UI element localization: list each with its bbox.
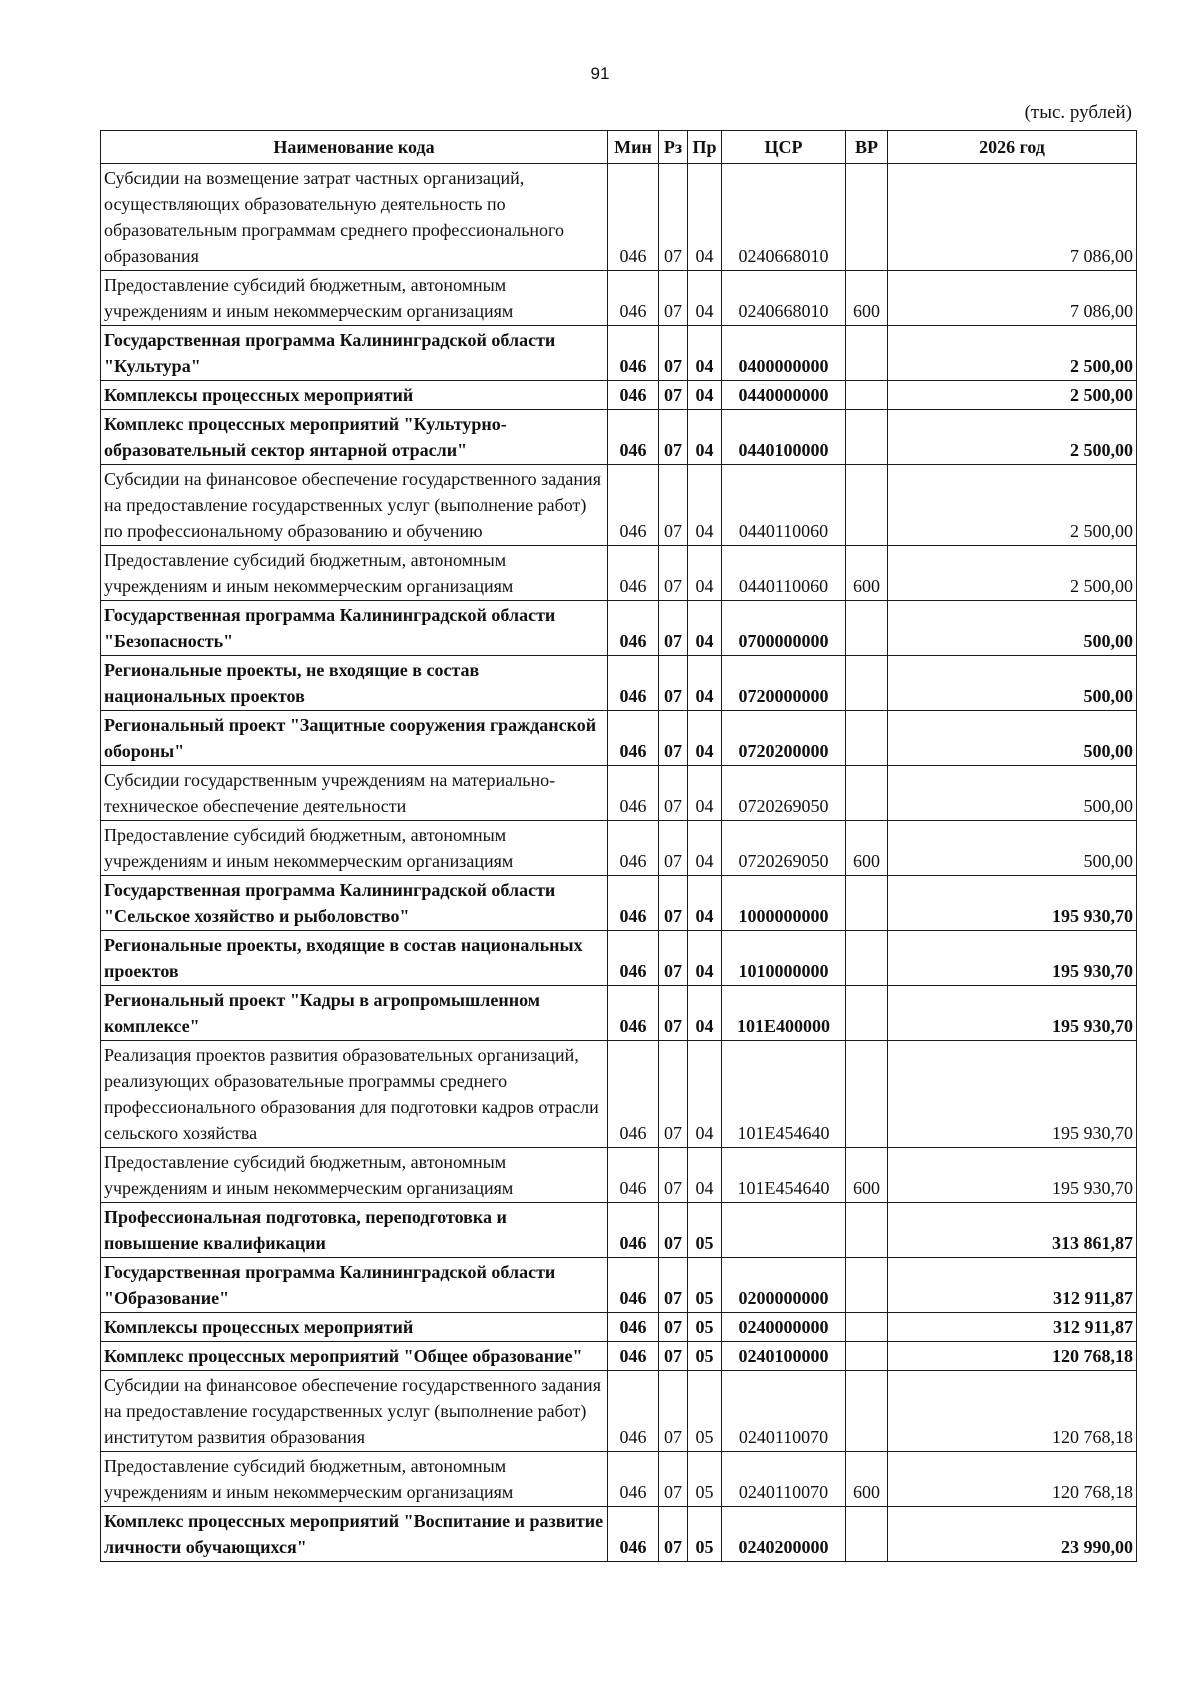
cell-amount: 195 930,70	[888, 1148, 1137, 1203]
cell-min: 046	[608, 711, 659, 766]
cell-amount: 120 768,18	[888, 1452, 1137, 1507]
table-row	[101, 1041, 1137, 1148]
table-row	[101, 410, 1137, 465]
cell-rz: 07	[659, 164, 688, 271]
cell-name: Профессиональная подготовка, переподготовка и повышение квалификации	[101, 1203, 608, 1258]
cell-name: Субсидии на возмещение затрат частных организаций, осуществляющих образовательную деятельность по образовательным программам среднего профессионального образования	[101, 164, 608, 271]
table-row	[101, 1148, 1137, 1203]
cell-name: Предоставление субсидий бюджетным, автономным учреждениям и иным некоммерческим организациям	[101, 271, 608, 326]
cell-amount: 500,00	[888, 821, 1137, 876]
cell-rz: 07	[659, 986, 688, 1041]
cell-rz: 07	[659, 876, 688, 931]
cell-pr: 04	[688, 931, 722, 986]
cell-csr: 0440000000	[722, 381, 846, 410]
cell-amount: 500,00	[888, 601, 1137, 656]
cell-amount: 2 500,00	[888, 465, 1137, 546]
table-header	[101, 131, 1137, 164]
cell-amount: 2 500,00	[888, 546, 1137, 601]
cell-vr	[846, 164, 888, 271]
table-row	[101, 1342, 1137, 1371]
cell-pr: 04	[688, 821, 722, 876]
cell-amount: 500,00	[888, 711, 1137, 766]
cell-min: 046	[608, 1452, 659, 1507]
header-min: Мин	[608, 131, 659, 164]
cell-rz: 07	[659, 326, 688, 381]
cell-amount: 120 768,18	[888, 1371, 1137, 1452]
cell-amount: 500,00	[888, 766, 1137, 821]
cell-min: 046	[608, 931, 659, 986]
cell-rz: 07	[659, 1148, 688, 1203]
cell-rz: 07	[659, 601, 688, 656]
cell-csr	[722, 1203, 846, 1258]
cell-pr: 04	[688, 711, 722, 766]
table-row	[101, 1452, 1137, 1507]
cell-pr: 04	[688, 326, 722, 381]
cell-name: Региональные проекты, не входящие в состав национальных проектов	[101, 656, 608, 711]
cell-min: 046	[608, 326, 659, 381]
cell-rz: 07	[659, 821, 688, 876]
table-row	[101, 164, 1137, 271]
table-row	[101, 1203, 1137, 1258]
cell-csr: 0240110070	[722, 1452, 846, 1507]
cell-csr: 0440110060	[722, 546, 846, 601]
cell-rz: 07	[659, 1452, 688, 1507]
table-row	[101, 656, 1137, 711]
cell-csr: 1000000000	[722, 876, 846, 931]
cell-amount: 2 500,00	[888, 410, 1137, 465]
cell-vr	[846, 381, 888, 410]
cell-rz: 07	[659, 1258, 688, 1313]
cell-pr: 05	[688, 1452, 722, 1507]
cell-amount: 195 930,70	[888, 876, 1137, 931]
cell-name: Государственная программа Калининградской области "Сельское хозяйство и рыболовство"	[101, 876, 608, 931]
cell-pr: 04	[688, 766, 722, 821]
header-csr: ЦСР	[722, 131, 846, 164]
cell-min: 046	[608, 986, 659, 1041]
cell-amount: 313 861,87	[888, 1203, 1137, 1258]
cell-rz: 07	[659, 546, 688, 601]
cell-name: Комплексы процессных мероприятий	[101, 381, 608, 410]
cell-min: 046	[608, 465, 659, 546]
cell-vr	[846, 1041, 888, 1148]
header-year: 2026 год	[888, 131, 1137, 164]
cell-csr: 0240110070	[722, 1371, 846, 1452]
cell-csr: 101Е400000	[722, 986, 846, 1041]
cell-rz: 07	[659, 656, 688, 711]
cell-vr	[846, 1342, 888, 1371]
cell-vr	[846, 656, 888, 711]
units-label: (тыс. рублей)	[1024, 102, 1132, 123]
cell-name: Предоставление субсидий бюджетным, автономным учреждениям и иным некоммерческим организациям	[101, 1452, 608, 1507]
cell-pr: 04	[688, 164, 722, 271]
cell-csr: 0720269050	[722, 766, 846, 821]
cell-name: Региональный проект "Кадры в агропромышленном комплексе"	[101, 986, 608, 1041]
cell-csr: 0240200000	[722, 1507, 846, 1562]
cell-vr: 600	[846, 1148, 888, 1203]
table-row	[101, 931, 1137, 986]
cell-name: Комплекс процессных мероприятий "Культурно-образовательный сектор янтарной отрасли"	[101, 410, 608, 465]
cell-rz: 07	[659, 465, 688, 546]
table-row	[101, 271, 1137, 326]
cell-pr: 04	[688, 601, 722, 656]
cell-pr: 05	[688, 1507, 722, 1562]
cell-min: 046	[608, 164, 659, 271]
cell-rz: 07	[659, 271, 688, 326]
cell-csr: 0240000000	[722, 1313, 846, 1342]
cell-rz: 07	[659, 381, 688, 410]
cell-csr: 0440110060	[722, 465, 846, 546]
cell-vr: 600	[846, 271, 888, 326]
cell-name: Субсидии государственным учреждениям на материально-техническое обеспечение деятельности	[101, 766, 608, 821]
cell-csr: 0240668010	[722, 164, 846, 271]
cell-min: 046	[608, 1148, 659, 1203]
cell-rz: 07	[659, 410, 688, 465]
table-row	[101, 711, 1137, 766]
cell-vr: 600	[846, 1452, 888, 1507]
cell-pr: 04	[688, 1148, 722, 1203]
cell-rz: 07	[659, 766, 688, 821]
cell-min: 046	[608, 1258, 659, 1313]
cell-amount: 312 911,87	[888, 1258, 1137, 1313]
cell-pr: 05	[688, 1313, 722, 1342]
cell-min: 046	[608, 1371, 659, 1452]
page-number: 91	[590, 64, 610, 83]
cell-name: Комплекс процессных мероприятий "Общее образование"	[101, 1342, 608, 1371]
cell-amount: 2 500,00	[888, 326, 1137, 381]
header-name: Наименование кода	[101, 131, 608, 164]
cell-name: Государственная программа Калининградской области "Образование"	[101, 1258, 608, 1313]
cell-vr	[846, 1371, 888, 1452]
cell-name: Региональные проекты, входящие в состав национальных проектов	[101, 931, 608, 986]
table-row	[101, 1507, 1137, 1562]
cell-pr: 04	[688, 1041, 722, 1148]
cell-vr	[846, 876, 888, 931]
cell-csr: 0440100000	[722, 410, 846, 465]
cell-name: Региональный проект "Защитные сооружения гражданской обороны"	[101, 711, 608, 766]
cell-name: Предоставление субсидий бюджетным, автономным учреждениям и иным некоммерческим организациям	[101, 1148, 608, 1203]
cell-vr	[846, 1203, 888, 1258]
cell-pr: 04	[688, 381, 722, 410]
table-row	[101, 546, 1137, 601]
cell-csr: 0720000000	[722, 656, 846, 711]
header-row	[101, 131, 1137, 164]
table-row	[101, 1371, 1137, 1452]
cell-rz: 07	[659, 711, 688, 766]
cell-vr	[846, 986, 888, 1041]
cell-amount: 7 086,00	[888, 164, 1137, 271]
cell-amount: 23 990,00	[888, 1507, 1137, 1562]
cell-vr	[846, 766, 888, 821]
cell-min: 046	[608, 381, 659, 410]
cell-rz: 07	[659, 1507, 688, 1562]
cell-csr: 0200000000	[722, 1258, 846, 1313]
cell-min: 046	[608, 546, 659, 601]
header-rz: Рз	[659, 131, 688, 164]
cell-vr: 600	[846, 821, 888, 876]
cell-name: Реализация проектов развития образовательных организаций, реализующих образовательные программы среднего профессионального образования для подготовки кадров отрасли сельского хозяйства	[101, 1041, 608, 1148]
table-row	[101, 986, 1137, 1041]
cell-pr: 04	[688, 656, 722, 711]
cell-name: Государственная программа Калининградской области "Культура"	[101, 326, 608, 381]
cell-amount: 312 911,87	[888, 1313, 1137, 1342]
cell-amount: 120 768,18	[888, 1342, 1137, 1371]
table-row	[101, 1258, 1137, 1313]
cell-pr: 04	[688, 876, 722, 931]
cell-name: Субсидии на финансовое обеспечение государственного задания на предоставление государственных услуг (выполнение работ) по профессиональному образованию и обучению	[101, 465, 608, 546]
cell-amount: 195 930,70	[888, 986, 1137, 1041]
cell-vr: 600	[846, 546, 888, 601]
budget-table	[100, 130, 1137, 1562]
cell-vr	[846, 410, 888, 465]
cell-amount: 195 930,70	[888, 1041, 1137, 1148]
cell-csr: 0720200000	[722, 711, 846, 766]
cell-min: 046	[608, 1342, 659, 1371]
cell-min: 046	[608, 1203, 659, 1258]
table-row	[101, 1313, 1137, 1342]
cell-csr: 0700000000	[722, 601, 846, 656]
cell-rz: 07	[659, 1371, 688, 1452]
cell-amount: 2 500,00	[888, 381, 1137, 410]
cell-name: Предоставление субсидий бюджетным, автономным учреждениям и иным некоммерческим организациям	[101, 546, 608, 601]
cell-csr: 0240668010	[722, 271, 846, 326]
cell-pr: 04	[688, 410, 722, 465]
table-row	[101, 326, 1137, 381]
cell-vr	[846, 601, 888, 656]
cell-vr	[846, 1507, 888, 1562]
cell-rz: 07	[659, 1342, 688, 1371]
cell-name: Предоставление субсидий бюджетным, автономным учреждениям и иным некоммерческим организациям	[101, 821, 608, 876]
cell-amount: 500,00	[888, 656, 1137, 711]
cell-csr: 0400000000	[722, 326, 846, 381]
cell-vr	[846, 1313, 888, 1342]
cell-vr	[846, 326, 888, 381]
cell-amount: 7 086,00	[888, 271, 1137, 326]
cell-pr: 05	[688, 1371, 722, 1452]
cell-csr: 0240100000	[722, 1342, 846, 1371]
cell-min: 046	[608, 1313, 659, 1342]
cell-min: 046	[608, 1507, 659, 1562]
cell-min: 046	[608, 601, 659, 656]
cell-csr: 1010000000	[722, 931, 846, 986]
cell-min: 046	[608, 656, 659, 711]
cell-min: 046	[608, 766, 659, 821]
cell-vr	[846, 931, 888, 986]
cell-pr: 04	[688, 465, 722, 546]
cell-name: Комплекс процессных мероприятий "Воспитание и развитие личности обучающихся"	[101, 1507, 608, 1562]
table-row	[101, 766, 1137, 821]
header-vr: ВР	[846, 131, 888, 164]
cell-vr	[846, 711, 888, 766]
cell-pr: 05	[688, 1342, 722, 1371]
cell-pr: 05	[688, 1258, 722, 1313]
cell-csr: 101Е454640	[722, 1041, 846, 1148]
cell-min: 046	[608, 821, 659, 876]
table-row	[101, 601, 1137, 656]
cell-csr: 0720269050	[722, 821, 846, 876]
cell-rz: 07	[659, 1313, 688, 1342]
cell-min: 046	[608, 876, 659, 931]
cell-amount: 195 930,70	[888, 931, 1137, 986]
table-row	[101, 381, 1137, 410]
cell-name: Субсидии на финансовое обеспечение государственного задания на предоставление государственных услуг (выполнение работ) институтом развития образования	[101, 1371, 608, 1452]
table-row	[101, 465, 1137, 546]
table-row	[101, 821, 1137, 876]
cell-min: 046	[608, 271, 659, 326]
cell-rz: 07	[659, 931, 688, 986]
cell-name: Государственная программа Калининградской области "Безопасность"	[101, 601, 608, 656]
cell-min: 046	[608, 410, 659, 465]
cell-pr: 04	[688, 546, 722, 601]
cell-name: Комплексы процессных мероприятий	[101, 1313, 608, 1342]
cell-rz: 07	[659, 1203, 688, 1258]
header-pr: Пр	[688, 131, 722, 164]
cell-pr: 05	[688, 1203, 722, 1258]
cell-vr	[846, 1258, 888, 1313]
cell-vr	[846, 465, 888, 546]
cell-pr: 04	[688, 271, 722, 326]
table-row	[101, 876, 1137, 931]
cell-min: 046	[608, 1041, 659, 1148]
cell-pr: 04	[688, 986, 722, 1041]
table-body	[101, 164, 1137, 1562]
cell-csr: 101Е454640	[722, 1148, 846, 1203]
cell-rz: 07	[659, 1041, 688, 1148]
